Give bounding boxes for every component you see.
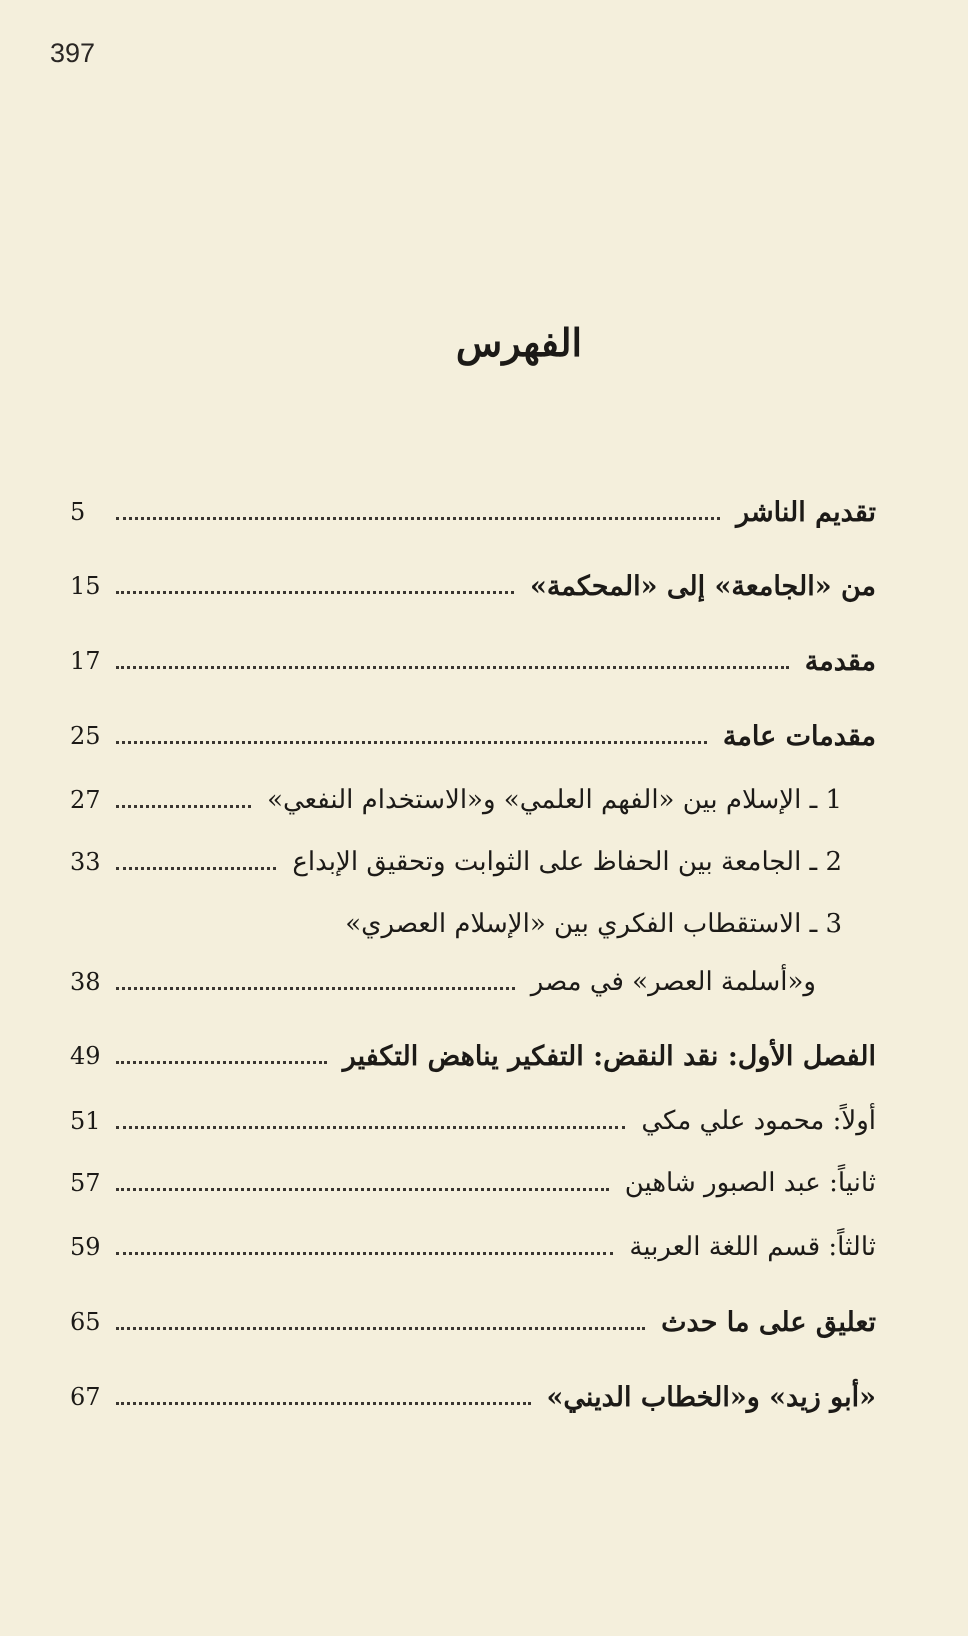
toc-entry-first[interactable]	[70, 1101, 876, 1141]
toc-entry-abu-zayd[interactable]	[70, 1377, 876, 1417]
toc-entry-label: أولاً: محمود علي مكي	[641, 1106, 876, 1136]
toc-entry-page: 5	[70, 498, 86, 526]
toc-entry-page: 57	[70, 1169, 101, 1197]
toc-entry-page: 38	[70, 968, 101, 996]
dot-leader	[116, 1126, 625, 1129]
toc-entry-page: 27	[70, 786, 101, 814]
toc-entry-page: 49	[70, 1042, 101, 1070]
toc-entry-second[interactable]	[70, 1163, 876, 1203]
toc-entry-sub-3-line-2[interactable]	[70, 962, 876, 1002]
dot-leader	[116, 987, 515, 990]
toc-entry-page: 33	[70, 848, 101, 876]
toc-entry-label: 2 ـ الجامعة بين الحفاظ على الثوابت وتحقيق الإبداع	[292, 847, 842, 877]
dot-leader	[116, 517, 720, 520]
toc-entry-label: 3 ـ الاستقطاب الفكري بين «الإسلام العصري»	[345, 909, 842, 939]
dot-leader	[116, 867, 276, 870]
dot-leader	[116, 1402, 531, 1405]
dot-leader	[116, 1061, 327, 1064]
toc-entry-page: 67	[70, 1383, 101, 1411]
dot-leader	[116, 666, 789, 669]
dot-leader	[116, 1188, 609, 1191]
toc-entry-page: 25	[70, 722, 101, 750]
toc-entry-general-intros[interactable]	[70, 716, 876, 756]
page-title: الفهرس	[455, 320, 583, 365]
toc-entry-introduction[interactable]	[70, 641, 876, 681]
toc-entry-sub-3-line-1[interactable]	[70, 904, 876, 944]
toc-entry-label: مقدمة	[804, 645, 876, 677]
toc-entry-page: 17	[70, 647, 101, 675]
toc-entry-university-to-court[interactable]	[70, 566, 876, 606]
toc-entry-sub-1[interactable]	[70, 780, 876, 820]
toc-entry-label: «أبو زيد» و«الخطاب الديني»	[546, 1381, 876, 1413]
toc-entry-page: 59	[70, 1233, 101, 1261]
toc-entry-label: تقديم الناشر	[736, 496, 876, 528]
toc-entry-publisher-intro[interactable]	[70, 492, 876, 532]
toc-entry-label: ثالثاً: قسم اللغة العربية	[629, 1232, 876, 1262]
toc-entry-page: 51	[70, 1107, 101, 1135]
toc-entry-label: تعليق على ما حدث	[661, 1306, 876, 1338]
dot-leader	[116, 805, 251, 808]
toc-entry-label: ثانياً: عبد الصبور شاهين	[624, 1168, 876, 1198]
toc-entry-page: 15	[70, 572, 101, 600]
toc-entry-chapter-1[interactable]	[70, 1036, 876, 1076]
page-number: 397	[50, 38, 96, 68]
dot-leader	[116, 741, 707, 744]
toc-entry-label: و«أسلمة العصر» في مصر	[530, 967, 816, 997]
dot-leader	[116, 1327, 645, 1330]
toc-entry-label: الفصل الأول: نقد النقض: التفكير يناهض التكفير	[342, 1040, 876, 1072]
dot-leader	[116, 591, 514, 594]
toc-entry-label: مقدمات عامة	[722, 720, 876, 752]
dot-leader	[116, 1252, 613, 1255]
toc-entry-commentary[interactable]	[70, 1302, 876, 1342]
toc-entry-label: 1 ـ الإسلام بين «الفهم العلمي» و«الاستخدام النفعي»	[267, 785, 842, 815]
toc-entry-label: من «الجامعة» إلى «المحكمة»	[529, 570, 876, 602]
toc-entry-page: 65	[70, 1308, 101, 1336]
toc-entry-sub-2[interactable]	[70, 842, 876, 882]
toc-entry-third[interactable]	[70, 1227, 876, 1267]
